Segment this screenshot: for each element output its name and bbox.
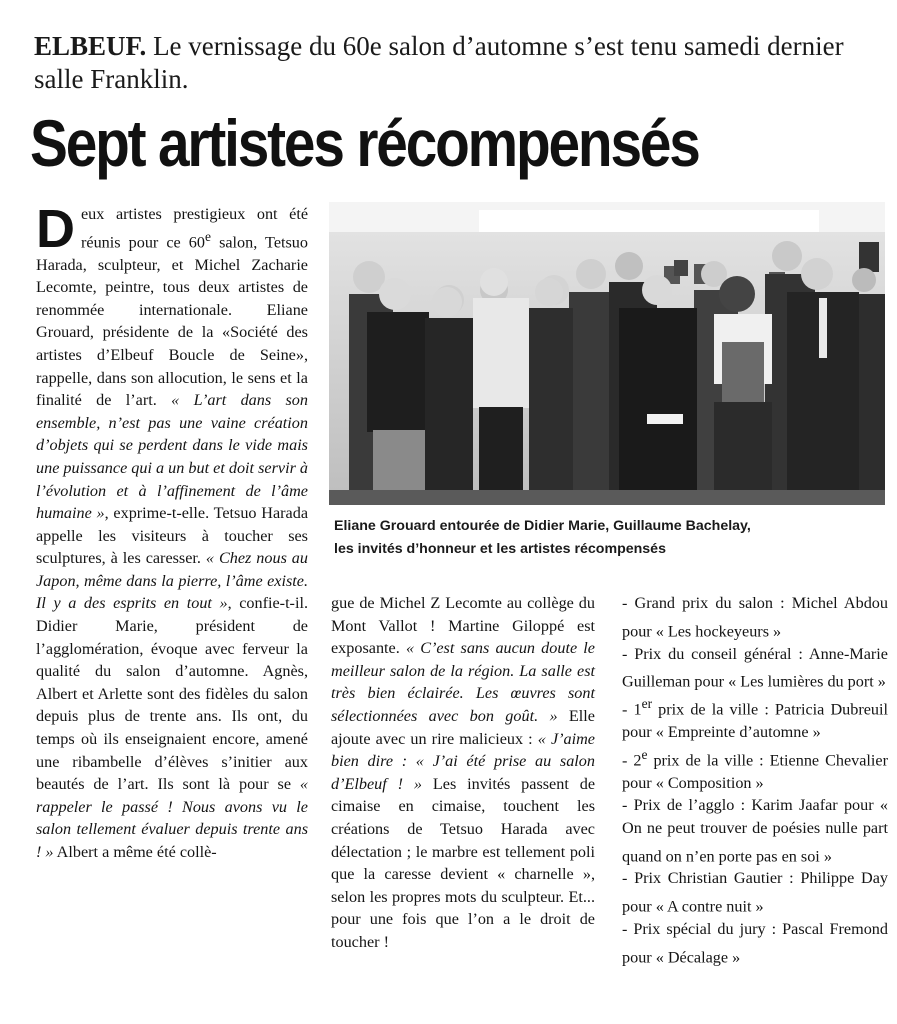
drop-cap: D — [36, 199, 75, 259]
quote: « J’aime bien dire : « J’ai été prise au salon d’Elbeuf ! » — [331, 729, 595, 793]
quote: « C’est sans aucun doute le meilleur salon de la région. La salle est très bien éclairée. Les œuvres sont sélectionnées avec bon goût. » — [331, 639, 595, 725]
prize-item: - 1er prix de la ville : Patricia Dubreuil pour « Empreinte d’automne » — [622, 696, 888, 742]
article-paragraph — [36, 199, 309, 864]
text-run: eux artistes prestigieux ont été réunis pour ce 60 — [81, 205, 308, 251]
article-kicker — [34, 30, 874, 96]
group-photo — [329, 202, 885, 505]
quote: « rappeler le passé ! Nous avons vu le salon tellement évaluer depuis trente ans ! » — [36, 775, 308, 862]
quote: « Chez nous au Japon, même dans la pierre, l’âme existe. Il y a des esprits en tout » — [36, 549, 308, 613]
superscript: e — [205, 228, 211, 244]
prize-list — [622, 592, 888, 969]
article-column-1 — [36, 199, 309, 864]
caption-line: Eliane Grouard entourée de Didier Marie, Guillaume Bachelay, — [334, 518, 751, 534]
text-run: , exprime-t-elle. Tetsuo Harada appelle les visiteurs à toucher ses sculptures, à les caresser. — [36, 504, 309, 568]
kicker-text: Le vernissage du 60e salon d’automne s’est tenu samedi dernier salle Franklin. — [34, 31, 844, 94]
kicker-place: ELBEUF. — [34, 31, 147, 61]
article-headline: Sept artistes récompensés — [30, 106, 699, 180]
prize-item: - Prix du conseil général : Anne-Marie Guilleman pour « Les lumières du port » — [622, 644, 888, 691]
caption-line: les invités d’honneur et les artistes récompensés — [334, 541, 666, 557]
article-column-2 — [331, 592, 595, 954]
prize-item: - Prix spécial du jury : Pascal Fremond pour « Décalage » — [622, 920, 888, 967]
article-paragraph — [331, 592, 595, 954]
prize-item: - 2e prix de la ville : Etienne Chevalier pour « Composition » — [622, 746, 889, 792]
prize-item: - Prix de l’agglo : Karim Jaafar pour « On ne peut trouver de poésies nulle part quand on n’en porte pas en soi » — [622, 796, 888, 865]
text-run: salon, Tetsuo Harada, sculpteur, et Michel Zacharie Lecomte, peintre, tous deux artistes de renommée internationale. Eliane Grouard, présidente de la «Société des artistes d’Elbeuf Boucle de Seine», rappelle, dans son allocution, le sens et la finalité de l’art. — [36, 232, 308, 410]
text-run: Albert a même été collè- — [53, 843, 217, 862]
prize-item: - Prix Christian Gautier : Philippe Day pour « A contre nuit » — [622, 869, 888, 916]
group-photo-icon — [329, 202, 885, 505]
text-run: Elle ajoute avec un rire malicieux : — [331, 706, 595, 748]
text-run: , confie-t-il. Didier Marie, président de l’agglomération, évoque avec ferveur la qualité du salon d’automne. Agnès, Albert et Arlette sont des fidèles du salon depuis plus de trente ans. Ils ont, du temps où ils enseignaient encore, amené une ribambelle d’élèves s’initier aux beautés de l’art. Ils sont là pour se — [36, 594, 308, 794]
prize-item: - Grand prix du salon : Michel Abdou pour « Les hockeyeurs » — [622, 594, 888, 640]
quote: « L’art dans son ensemble, n’est pas une vaine création d’objets qui se perdent dans le vide mais une puissance qui a un but et doit servir à l’évolution et à l’affinement de l’âme humaine » — [36, 391, 309, 523]
photo-caption — [334, 515, 886, 561]
text-run: Les invités passent de cimaise en cimaise, touchent les créations de Tetsuo Harada avec délectation ; le marbre est tellement poli que la caresse devient « charnelle », selon les propres mots du sculpteur. Et... pour une fois que l’on a le droit de toucher ! — [331, 774, 595, 951]
text-run: gue de Michel Z Lecomte au collège du Mont Vallot ! Martine Giloppé est exposante. — [331, 594, 595, 658]
